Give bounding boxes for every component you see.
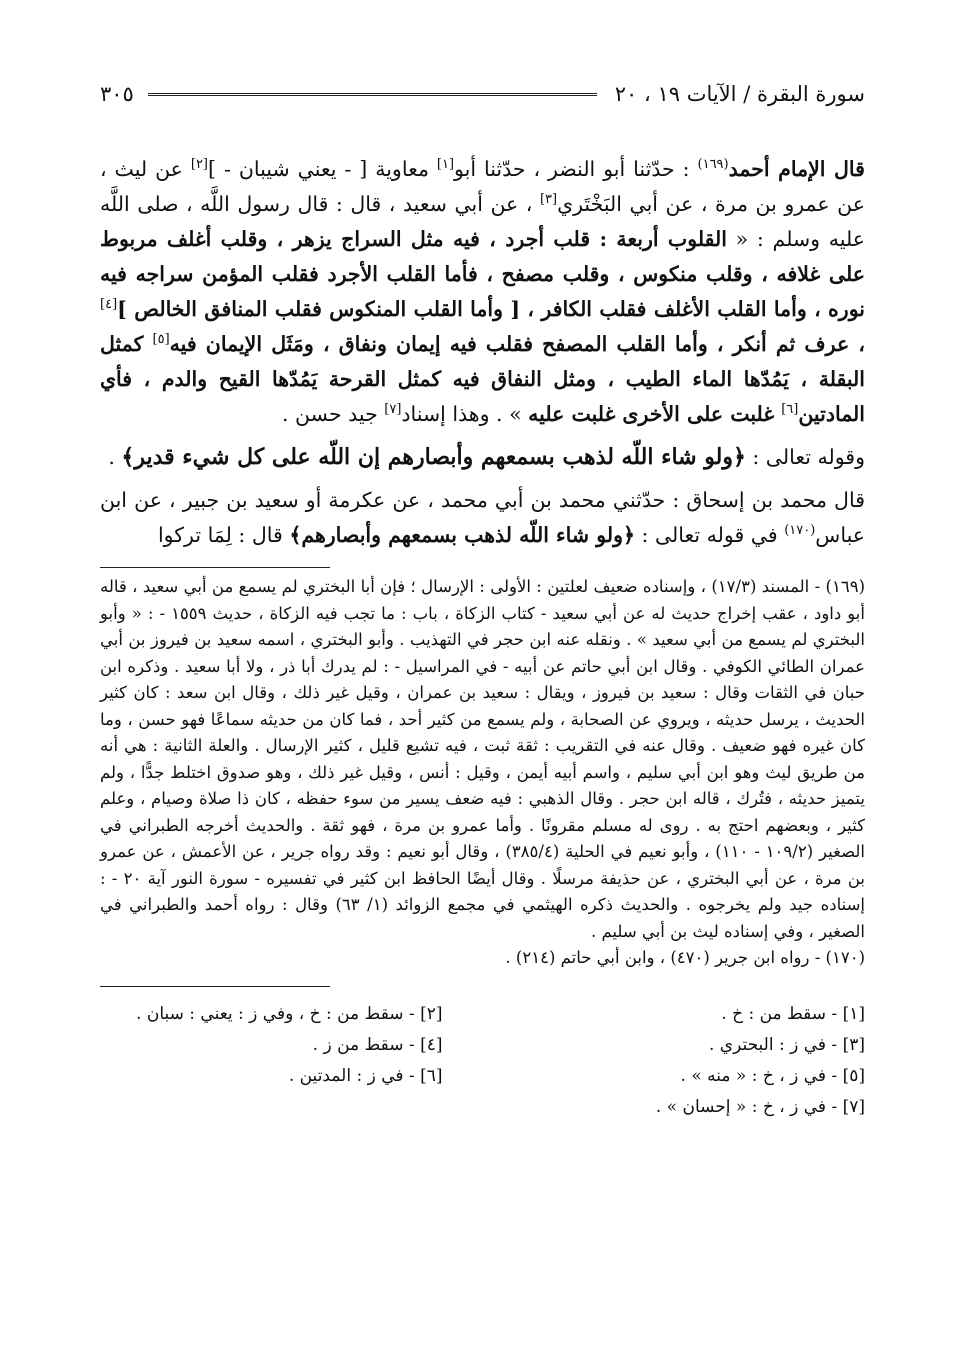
hadith-text: غلبت على الأخرى غلبت عليه	[528, 402, 782, 426]
variants-separator	[100, 986, 330, 987]
variant-note-3: [٣] - في ز : البحتري .	[708, 1034, 865, 1055]
isnad-text: عن ليث ، عن عمرو بن مرة ، عن أبي البَخْتَري	[100, 157, 865, 216]
footnote-169: (١٦٩) - المسند (١٧/٣) ، وإسناده ضعيف لعلتين : الأولى : الإرسال ؛ فإن أبا البختري لم يسمع من أبي سعيد ، قاله أبو داود ، عقب إخراج حديث له عن أبي سعيد - كتاب الزكاة ، باب : ما تجب فيه الزكاة ، حديث ١٥٥٩ - : « وأبو البختري لم يسمع من أبي سعيد » . ونقله عنه ابن حجر في التهذيب . وأبو البختري ، اسمه سعيد بن فيروز بن أبي عمران الطائي الكوفي . وقال ابن أبي حاتم عن أبيه - في المراسيل - : لم يدرك أبا ذر ، ولا أبا سعيد . وذكره ابن حبان في الثقات وقال : سعيد بن فيروز ، ويقال : سعيد بن عمران ، وقيل غير ذلك ، وقال ابن سعد : كان كثير الحديث ، يرسل حديثه ، ويروي عن الصحابة ، ولم يسمع من كثير أحد ، فما كان من حديثه سماعًا فهو حسن ، وما كان غيره فهو ضعيف . وقال عنه في التقريب : ثقة ثبت ، فيه تشيع قليل ، كثير الإرسال . والعلة الثانية : هي أنه من طريق ليث وهو ابن أبي سليم ، واسم أبيه أيمن ، وقيل : أنس ، وقيل غير ذلك ، وهو صدوق اختلط جدًّا ، ولم يتميز حديثه ، فتُرك ، قاله ابن حجر . وقال الذهبي : فيه ضعف يسير من سوء حفظه ، كان ذا صلاة وصيام ، وعلم كثير ، وبعضهم احتج به . روى له مسلم مقرونًا . وأما عمرو بن مرة ، فهو ثقة . والحديث أخرجه الطبراني في الصغير (١٠٩/٢ - ١١٠) ، وأبو نعيم في الحلية (٣٨٥/٤) ، وقال أبو نعيم : وقد رواه جرير ، عن الأعمش ، عن عمرو بن مرة ، عن أبي البختري ، عن حذيفة مرسلًا . وقال أيضًا الحافظ ابن كثير في تفسيره - سورة النور آية ٢٠ - : إسناده جيد ولم يخرجوه . والحديث ذكره الهيثمي في مجمع الزوائد (١/ ٦٣) وقال : رواه أحمد والطبراني في الصغير ، وفي إسناده ليث بن أبي سليم .	[100, 577, 866, 941]
page	[100, 72, 865, 1123]
narrator-heading: قال الإمام أحمد	[728, 157, 865, 181]
quran-verse: ﴿ولو شاء اللّه لذهب بسمعهم وأبصارهم﴾	[289, 523, 635, 547]
tafsir-text: قال : لِمَا تركوا	[157, 523, 290, 547]
footnote-170: (١٧٠) - رواه ابن جرير (٤٧٠) ، وابن أبي حاتم (٢١٤) .	[505, 948, 865, 967]
variant-ref-2: [٢]	[190, 157, 208, 173]
tafsir-text: قال محمد بن إسحاق : حدّثني محمد بن أبي محمد ، عن عكرمة أو سعيد بن جبير ، عن ابن عباس	[100, 488, 865, 547]
hadith-text: القلوب أربعة : قلب أجرد ، فيه مثل السراج يزهر ، وقلب أغلف مربوط على غلافه ، وقلب منكوس ، وقلب مصفح ، فأما القلب الأجرد فقلب المؤمن سراجه فيه نوره ، وأما القلب الأغلف فقلب الكافر ، [ وأما القلب المنكوس فقلب المنافق الخالص ]	[100, 227, 865, 321]
ayah-intro: وقوله تعالى :	[745, 445, 865, 469]
variant-ref-6: [٦]	[781, 402, 799, 418]
tafsir-paragraph	[100, 483, 865, 553]
main-text	[100, 152, 865, 553]
variant-notes	[100, 999, 865, 1123]
header-rule	[148, 93, 597, 96]
variant-note-5: [٥] - في ز ، خ : « منه » .	[680, 1065, 865, 1086]
quran-verse: ﴿ولو شاء اللّه لذهب بسمعهم وأبصارهم إن اللّه على كل شيء قدير﴾	[121, 444, 746, 470]
variant-note-7: [٧] - في ز ، خ : « إحسان » .	[655, 1096, 865, 1117]
isnad-text: ، عن أبي سعيد ، قال : قال رسول اللَّه ، صلى اللَّه عليه وسلم : «	[100, 192, 865, 251]
hadith-text: ، عرف ثم أنكر ، وأما القلب المصفح فقلب فيه إيمان ونفاق ، ومَثَل الإيمان فيه	[169, 332, 865, 356]
variant-ref-3: [٣]	[539, 192, 558, 208]
variant-ref-4: [٤]	[100, 297, 118, 313]
grading-text: جيد حسن .	[282, 402, 385, 426]
isnad-text: : حدّثنا أبو النضر ، حدّثنا أبو	[454, 157, 698, 181]
ayah-paragraph	[100, 440, 865, 475]
footnotes	[100, 574, 865, 972]
variant-note-6: [٦] - في ز : المدتين .	[288, 1065, 443, 1086]
variant-note-2: [٢] - سقط من : خ ، وفي ز : يعني : سبان .	[136, 1003, 443, 1024]
tafsir-text: في قوله تعالى :	[635, 523, 785, 547]
variant-ref-1: [١]	[436, 157, 455, 173]
hadith-paragraph	[100, 152, 865, 432]
isnad-text: معاوية [ - يعني شيبان - ]	[208, 157, 437, 181]
ayah-end: .	[108, 445, 122, 469]
hadith-text: كمثل البقلة ، يَمُدّها الماء الطيب ، ومثل النفاق فيه كمثل القرحة يَمُدّها القيح والدم ، فأي المادتين	[100, 332, 865, 426]
variant-note-4: [٤] - سقط من ز .	[312, 1034, 443, 1055]
footnote-ref-170: (١٧٠)	[784, 523, 816, 539]
variant-note-1: [١] - سقط من : خ .	[721, 1003, 865, 1024]
grading-text: » . وهذا إسناد	[401, 402, 529, 426]
variant-ref-7: [٧]	[384, 402, 402, 418]
running-title: سورة البقرة / الآيات ١٩ ، ٢٠	[614, 82, 865, 106]
variant-ref-5: [٥]	[152, 332, 170, 348]
page-header	[100, 72, 865, 116]
page-number: ٣٠٥	[100, 82, 134, 106]
footnote-ref-169: (١٦٩)	[697, 157, 729, 173]
footnote-separator	[100, 567, 330, 568]
